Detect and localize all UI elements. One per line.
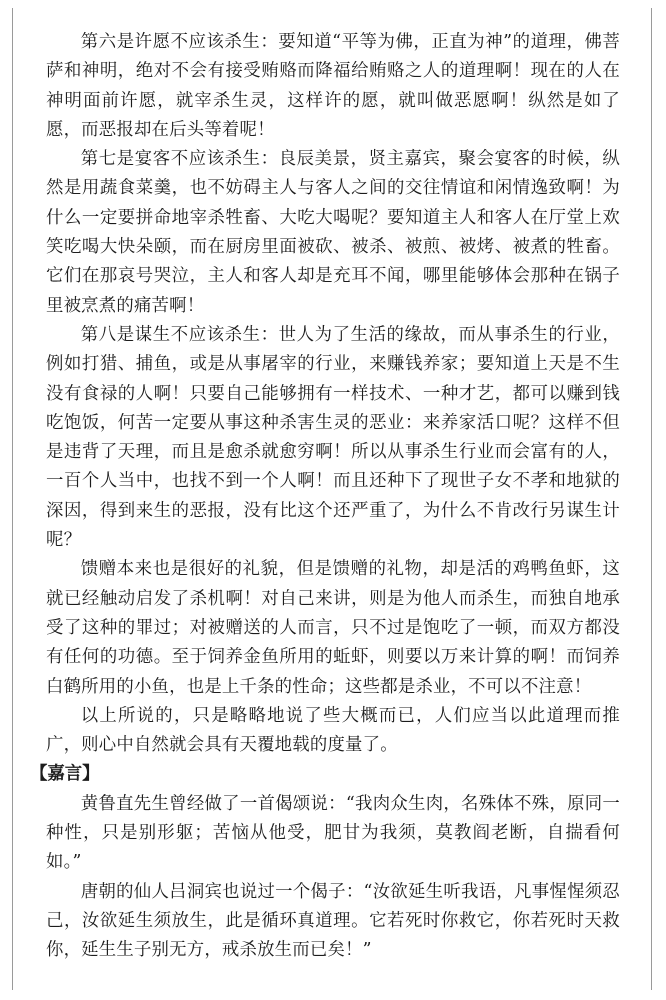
paragraph-banquet: 第七是宴客不应该杀生：良辰美景，贤主嘉宾，聚会宴客的时候，纵然是用蔬食菜羹，也不妨碍主人与客人之间的交往情谊和闲情逸致啊！为什么一定要拼命地宰杀牲畜、大吃大喝呢？要知道主人和客人在厅堂上欢笑吃喝大快朵颐，而在厨房里面被砍、被杀、被煎、被烤、被煮的牲畜。它们在那哀号哭泣，主人和客人却是充耳不闻，哪里能够体会那种在锅子里被烹煮的痛苦啊！	[46, 149, 620, 316]
paragraph-gifts: 馈赠本来也是很好的礼貌，但是馈赠的礼物，却是活的鸡鸭鱼虾，这就已经触动启发了杀机啊！对自己来讲，则是为他人而杀生，而独自地承受了这种的罪过；对被赠送的人而言，只不过是饱吃了一顿，而双方都没有任何的功德。至于饲养金鱼所用的蚯虾，则要以万来计算的啊！而饲养白鹤所用的小鱼，也是上千条的性命；这些都是杀业，不可以不注意！	[46, 559, 620, 697]
paragraph-vow: 第六是许愿不应该杀生：要知道“平等为佛，正直为神”的道理，佛菩萨和神明，绝对不会有接受贿赂而降福给贿赂之人的道理啊！现在的人在神明面前许愿，就宰杀生灵，这样许的愿，就叫做恶愿啊！纵然是如了愿，而恶报却在后头等着呢！	[46, 32, 620, 140]
page-content	[30, 28, 620, 966]
section-heading: 【嘉言】	[30, 764, 100, 785]
quote-lu-dongbin: 唐朝的仙人吕洞宾也说过一个偈子：“汝欲延生听我语，凡事惺惺须忍己，汝欲延生须放生，此是循环真道理。它若死时你救它，你若死时天救你，延生生子别无方，戒杀放生而已矣！”	[46, 881, 620, 961]
paragraph-conclusion: 以上所说的，只是略略地说了些大概而已，人们应当以此道理而推广，则心中自然就会具有天覆地载的度量了。	[46, 705, 620, 756]
paragraph-livelihood: 第八是谋生不应该杀生：世人为了生活的缘故，而从事杀生的行业，例如打猎、捕鱼，或是从事屠宰的行业，来赚钱养家；要知道上天是不生没有食禄的人啊！只要自己能够拥有一样技术、一种才艺，都可以赚到钱吃饱饭，何苦一定要从事这种杀害生灵的恶业：来养家活口呢？这样不但是违背了天理，而且是愈杀就愈穷啊！所以从事杀生行业而会富有的人，一百个人当中，也找不到一个人啊！而且还种下了现世子女不孝和地狱的深因，得到来生的恶报，没有比这个还严重了，为什么不肯改行另谋生计呢？	[46, 324, 620, 551]
quote-huang-luzhi: 黄鲁直先生曾经做了一首偈颂说：“我肉众生肉，名殊体不殊，原同一种性，只是别形躯；苦恼从他受，肥甘为我须，莫教阎老断，自揣看何如。”	[46, 793, 620, 873]
